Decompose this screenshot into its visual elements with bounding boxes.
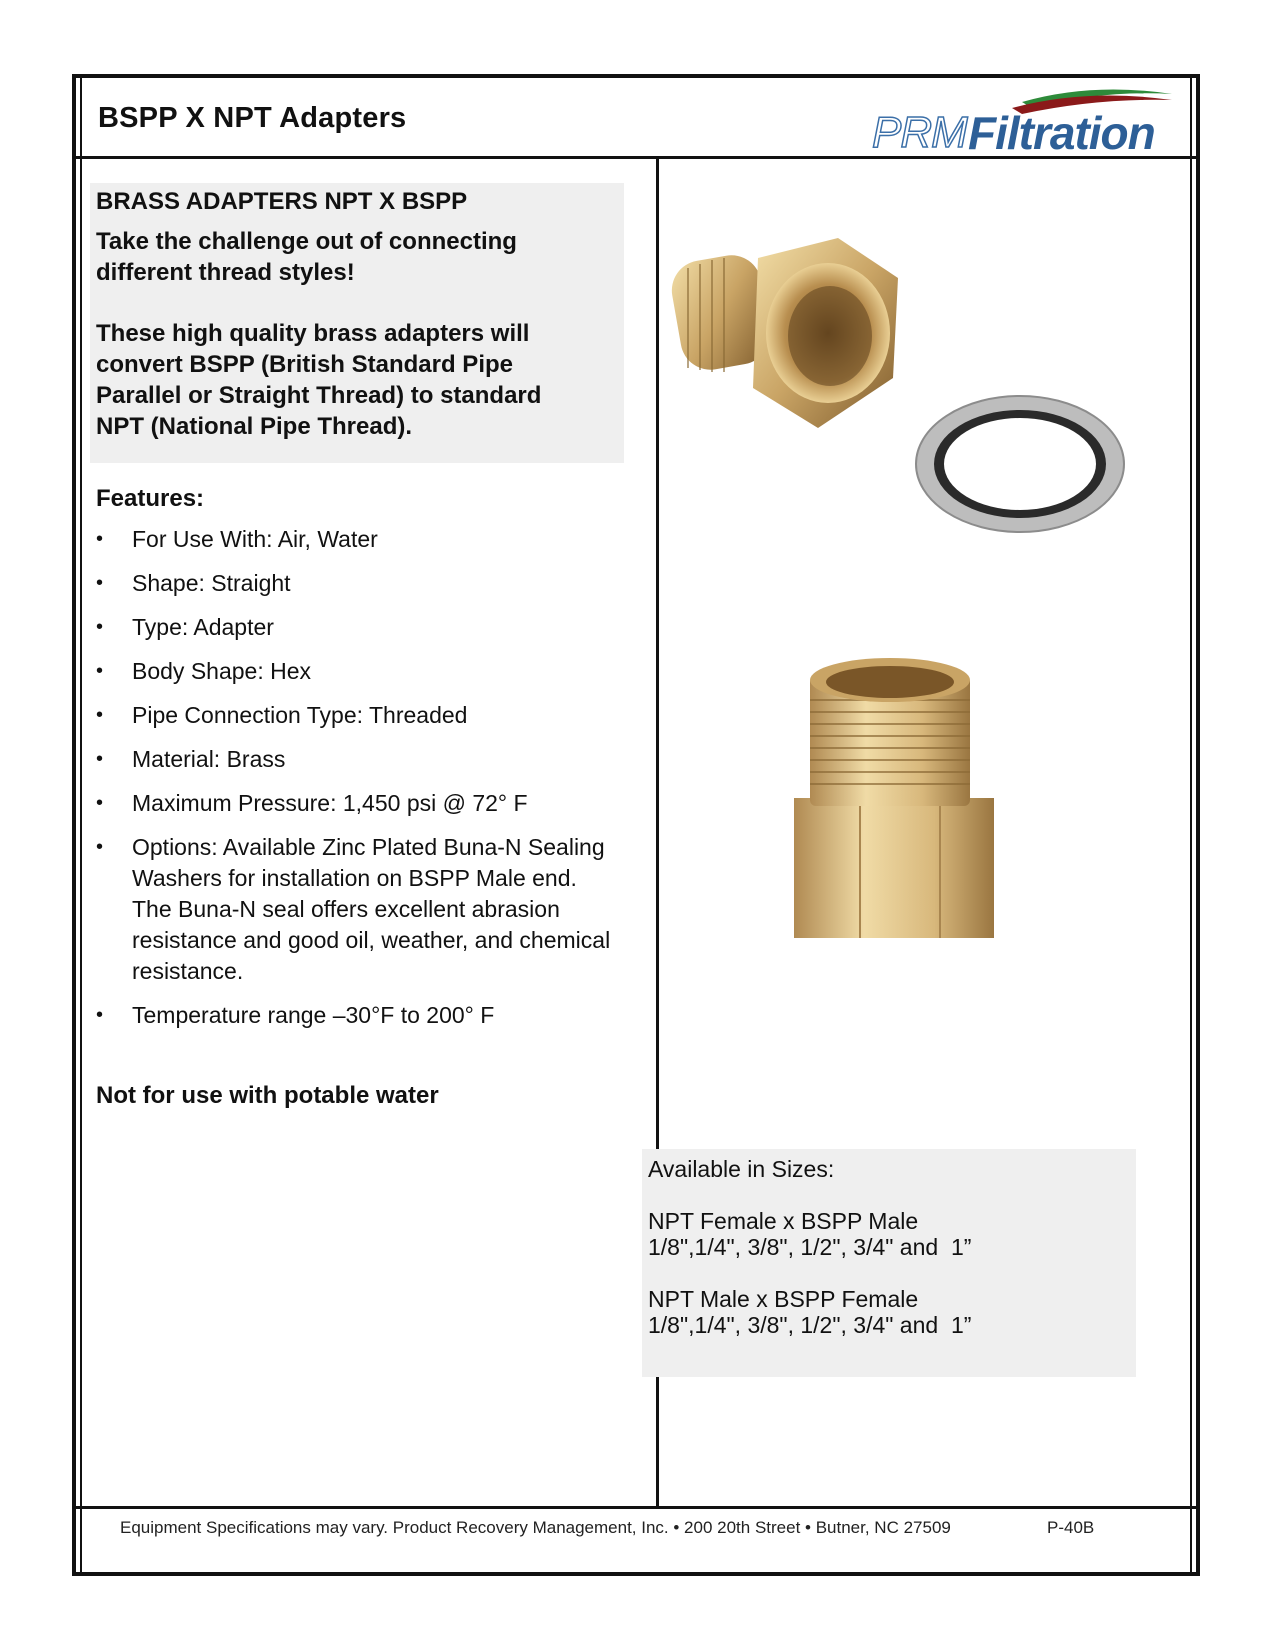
feature-item	[96, 700, 616, 731]
feature-item	[96, 612, 616, 643]
sizes-heading: Available in Sizes:	[648, 1156, 835, 1182]
feature-text: Maximum Pressure: 1,450 psi @ 72° F	[132, 790, 528, 816]
brass-adapter-angled-image	[668, 218, 908, 448]
sizes-group-1-title: NPT Female x BSPP Male	[648, 1208, 919, 1234]
bullet-icon: •	[96, 704, 104, 726]
bullet-icon: •	[96, 792, 104, 814]
feature-text: Temperature range –30°F to 200° F	[132, 1002, 495, 1028]
page-title: BSPP X NPT Adapters	[98, 102, 407, 134]
bottom-rule	[76, 1506, 1196, 1509]
feature-text: Shape: Straight	[132, 570, 291, 596]
footer-text: Equipment Specifications may vary. Product Recovery Management, Inc. • 200 20th Street • Butner, NC 27509	[120, 1518, 951, 1537]
feature-item	[96, 568, 616, 599]
bullet-icon: •	[96, 748, 104, 770]
prm-filtration-logo	[872, 84, 1182, 159]
feature-text: For Use With: Air, Water	[132, 526, 378, 552]
feature-text: Type: Adapter	[132, 614, 274, 640]
feature-item	[96, 656, 616, 687]
sizes-group-2-values: 1/8",1/4", 3/8", 1/2", 3/4" and 1”	[648, 1312, 972, 1338]
bullet-icon: •	[96, 528, 104, 550]
feature-item	[96, 788, 616, 819]
bullet-icon: •	[96, 1004, 104, 1026]
bullet-icon: •	[96, 572, 104, 594]
features-heading: Features:	[96, 485, 205, 512]
bullet-icon: •	[96, 836, 104, 858]
sizes-list	[648, 1156, 971, 1338]
logo-filtration-text: Filtration	[968, 107, 1155, 159]
feature-text: Options: Available Zinc Plated Buna-N Sealing Washers for installation on BSPP Male end. The Buna-N seal offers excellent abrasion resistance and good oil, weather, and chemical resistance.	[132, 834, 611, 984]
feature-text: Pipe Connection Type: Threaded	[132, 702, 468, 728]
intro-heading: BRASS ADAPTERS NPT X BSPP	[96, 188, 468, 215]
page-code: P-40B	[1047, 1518, 1095, 1537]
feature-text: Body Shape: Hex	[132, 658, 312, 684]
header	[76, 78, 1196, 159]
sizes-group-2-title: NPT Male x BSPP Female	[648, 1286, 919, 1312]
bullet-icon: •	[96, 660, 104, 682]
spec-sheet-frame	[72, 74, 1200, 1576]
brass-adapter-upright-image	[770, 648, 1000, 948]
feature-item	[96, 524, 616, 555]
feature-item	[96, 744, 616, 775]
bullet-icon: •	[96, 616, 104, 638]
frame-inner-right-rule	[1190, 78, 1192, 1572]
sizes-group-1-values: 1/8",1/4", 3/8", 1/2", 3/4" and 1”	[648, 1234, 972, 1260]
frame-inner-left-rule	[80, 78, 82, 1572]
sealing-washer-image	[912, 388, 1132, 538]
features-list	[96, 524, 616, 1044]
intro-tagline: Take the challenge out of connecting different thread styles!	[96, 228, 517, 286]
feature-item	[96, 832, 616, 987]
logo-prm-text: PRM	[872, 108, 967, 157]
feature-item	[96, 1000, 616, 1031]
feature-text: Material: Brass	[132, 746, 286, 772]
intro-description: These high quality brass adapters will convert BSPP (British Standard Pipe Parallel or Straight Thread) to standard NPT (National Pipe Thread).	[96, 320, 542, 440]
potable-water-warning: Not for use with potable water	[96, 1082, 439, 1109]
